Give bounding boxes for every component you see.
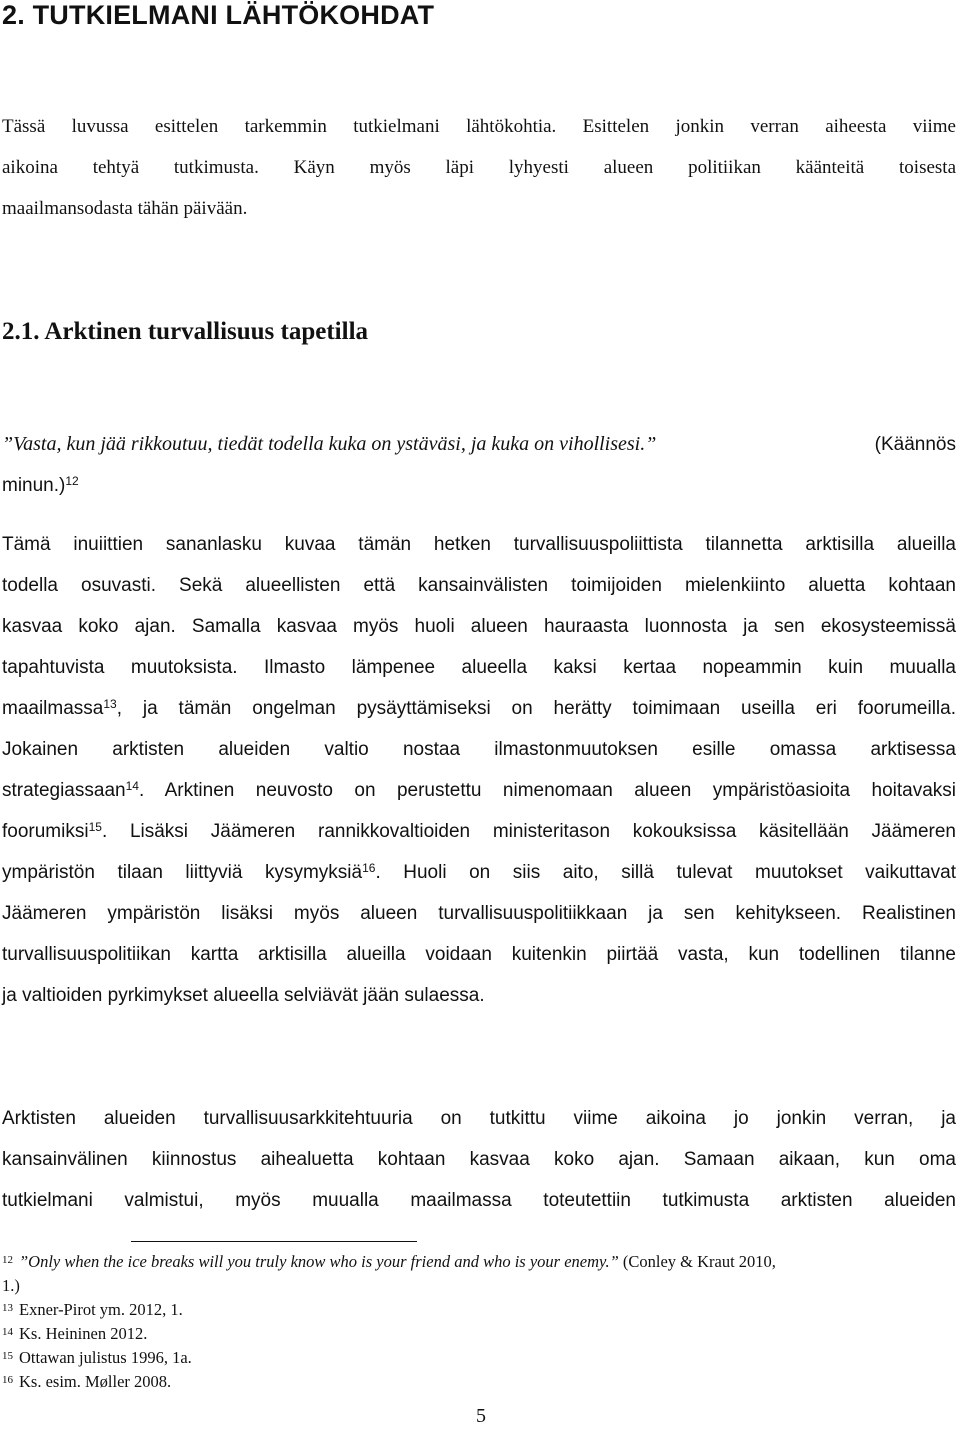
paragraph-line: tutkielmani valmistui, myös muualla maailmassa toteutettiin tutkimusta arktisten alueiden — [2, 1190, 956, 1211]
section-heading: 2.1. Arktinen turvallisuus tapetilla — [2, 318, 369, 345]
paragraph-line — [2, 852, 956, 893]
footnote-14 — [2, 1322, 958, 1346]
paragraph-line: kasvaa koko ajan. Samalla kasvaa myös huoli alueen hauraasta luonnosta ja sen ekosysteemissä — [2, 616, 956, 637]
text-run: strategiassaan — [2, 780, 126, 801]
footnote-number: 16 — [2, 1374, 13, 1386]
footnote-number: 14 — [2, 1326, 13, 1338]
text-run: . Huoli on siis aito, sillä tulevat muutokset vaikuttavat — [375, 862, 957, 883]
page-number: 5 — [476, 1405, 486, 1427]
translation-note-end: minun.) — [2, 475, 66, 496]
paragraph-line: tapahtuvista muutoksista. Ilmasto lämpenee alueella kaksi kertaa nopeammin kuin muualla — [2, 657, 956, 678]
quote-text: ”Vasta, kun jää rikkoutuu, tiedät todella kuka on ystäväsi, ja kuka on vihollisesi.” — [2, 433, 657, 455]
footnote-number: 15 — [2, 1350, 13, 1362]
footnote-text: Ottawan julistus 1996, 1a. — [19, 1348, 192, 1367]
paragraph-line — [2, 811, 956, 852]
footnote-ref[interactable]: 12 — [65, 474, 79, 488]
footnote-citation: (Conley & Kraut 2010, — [622, 1252, 776, 1271]
paragraph-line: kansainvälinen kiinnostus aihealuetta kohtaan kasvaa koko ajan. Samaan aikaan, kun oma — [2, 1149, 956, 1170]
text-run: foorumiksi — [2, 821, 89, 842]
footnote-text: Ks. Heininen 2012. — [19, 1324, 148, 1343]
chapter-title: 2. TUTKIELMANI LÄHTÖKOHDAT — [2, 0, 435, 30]
intro-line: aikoina tehtyä tutkimusta. Käyn myös läpi lyhyesti alueen politiikan käänteitä toisesta — [2, 157, 956, 178]
footnote-15 — [2, 1346, 958, 1370]
text-run: , ja tämän ongelman pysäyttämiseksi on herätty toimimaan useilla eri foorumeilla. — [116, 698, 956, 719]
translation-note: (Käännös — [874, 434, 956, 455]
paragraph-line — [2, 770, 956, 811]
paragraph-line: todella osuvasti. Sekä alueellisten että kansainvälisten toimijoiden mielenkiinto aluetta kohtaan — [2, 575, 956, 596]
intro-line: maailmansodasta tähän päivään. — [2, 198, 248, 219]
footnote-ref[interactable]: 13 — [103, 697, 117, 711]
footnote-number: 13 — [2, 1302, 13, 1314]
text-run: . Arktinen neuvosto on perustettu nimenomaan alueen ympäristöasioita hoitavaksi — [138, 780, 956, 801]
text-run: maailmassa — [2, 698, 104, 719]
footnote-ref[interactable]: 16 — [362, 861, 376, 875]
footnote-12-continued: 1.) — [2, 1276, 20, 1295]
footnote-text: Exner-Pirot ym. 2012, 1. — [19, 1300, 183, 1319]
footnote-number: 12 — [2, 1254, 13, 1266]
paragraph-line: turvallisuuspolitiikan kartta arktisilla alueilla voidaan kuitenkin piirtää vasta, kun todellinen tilanne — [2, 944, 956, 965]
paragraph-line: Jäämeren ympäristön lisäksi myös alueen turvallisuuspolitiikkaan ja sen kehitykseen. Realistinen — [2, 903, 956, 924]
text-run: ympäristön tilaan liittyviä kysymyksiä — [2, 862, 363, 883]
body-paragraph — [2, 524, 956, 1016]
paragraph-line: Tämä inuiittien sananlasku kuvaa tämän hetken turvallisuuspoliittista tilannetta arktisilla alueilla — [2, 534, 956, 555]
footnote-ref[interactable]: 14 — [125, 779, 139, 793]
footnote-quote: ”Only when the ice breaks will you truly know who is your friend and who is your enemy.” — [19, 1252, 619, 1271]
paragraph-line: Jokainen arktisten alueiden valtio nostaa ilmastonmuutoksen esille omassa arktisessa — [2, 739, 956, 760]
footnote-separator — [131, 1241, 417, 1242]
paragraph-line: Arktisten alueiden turvallisuusarkkitehtuuria on tutkittu viime aikoina jo jonkin verran, ja — [2, 1108, 956, 1129]
footnote-16 — [2, 1370, 958, 1394]
body-paragraph — [2, 1098, 956, 1221]
intro-paragraph — [2, 106, 956, 229]
paragraph-line — [2, 688, 956, 729]
epigraph-quote — [2, 424, 956, 506]
paragraph-line: ja valtioiden pyrkimykset alueella selviävät jään sulaessa. — [2, 985, 485, 1006]
text-run: . Lisäksi Jäämeren rannikkovaltioiden ministeritason kokouksissa käsitellään Jäämeren — [101, 821, 956, 842]
footnote-12 — [2, 1250, 958, 1274]
intro-line: Tässä luvussa esittelen tarkemmin tutkielmani lähtökohtia. Esittelen jonkin verran aiheesta viime — [2, 116, 956, 137]
footnote-ref[interactable]: 15 — [88, 820, 102, 834]
footnote-13 — [2, 1298, 958, 1322]
footnote-text: Ks. esim. Møller 2008. — [19, 1372, 172, 1391]
footnotes — [2, 1250, 958, 1394]
